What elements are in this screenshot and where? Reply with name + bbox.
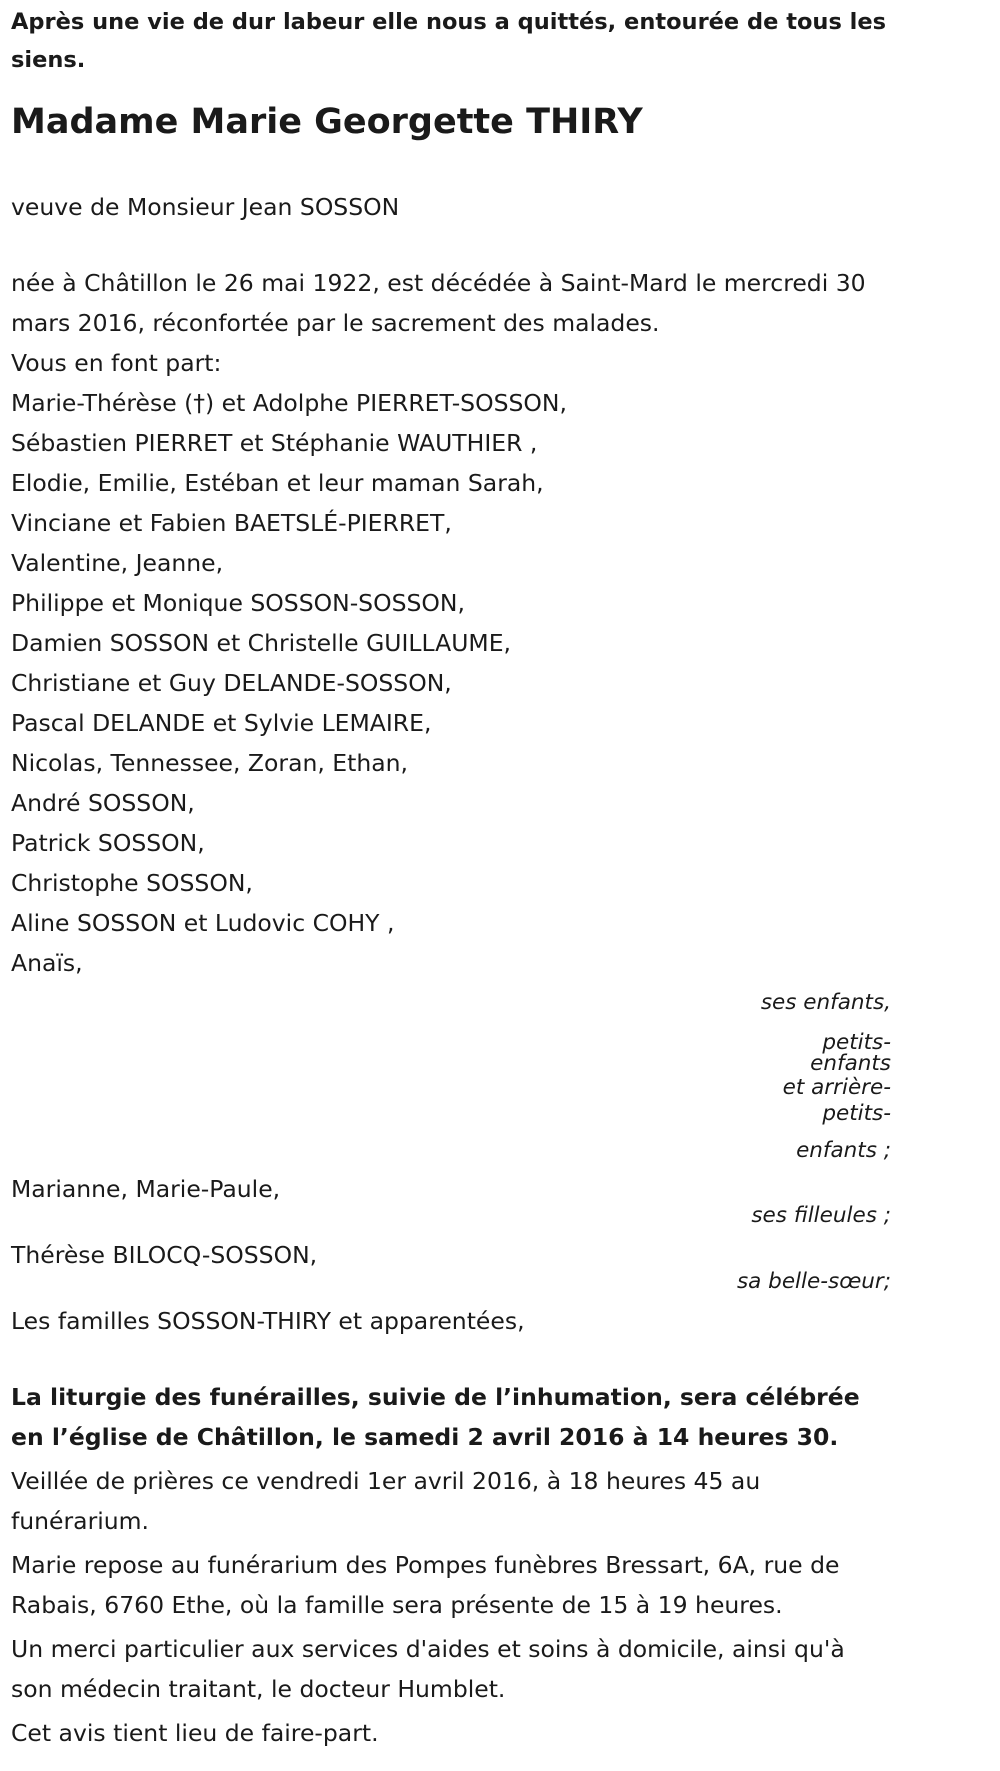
goddaughters-line: Marianne, Marie-Paule,	[11, 1175, 281, 1203]
children-relation-line: enfants	[810, 1051, 891, 1076]
announcer-line: Christiane et Guy DELANDE-SOSSON,	[11, 669, 452, 697]
widow-of-text: veuve de Monsieur Jean SOSSON	[11, 193, 400, 221]
announcers-section	[11, 343, 891, 1339]
intro-text: Après une vie de dur labeur elle nous a quittés, entourée de tous les siens.	[11, 9, 887, 73]
announcer-line: Pascal DELANDE et Sylvie LEMAIRE,	[11, 709, 432, 737]
announcer-line: Elodie, Emilie, Estéban et leur maman Sarah,	[11, 469, 544, 497]
announcer-line: Anaïs,	[11, 949, 83, 977]
sister-in-law-line: Thérèse BILOCQ-SOSSON,	[11, 1241, 318, 1269]
families-line: Les familles SOSSON-THIRY et apparentées,	[11, 1307, 525, 1335]
children-relation-line: enfants ;	[796, 1138, 891, 1163]
announcer-line: Patrick SOSSON,	[11, 829, 205, 857]
sister-in-law-relation: sa belle-sœur;	[736, 1269, 891, 1294]
vigil-text: Veillée de prières ce vendredi 1er avril 2016, à 18 heures 45 au funérarium.	[11, 1467, 761, 1535]
thanks-text: Un merci particulier aux services d'aides et soins à domicile, ainsi qu'à son médecin traitant, le docteur Humblet.	[11, 1635, 845, 1703]
announcer-line: Christophe SOSSON,	[11, 869, 253, 897]
announcer-line: André SOSSON,	[11, 789, 195, 817]
children-relation	[751, 983, 891, 1171]
announcer-line: Valentine, Jeanne,	[11, 549, 224, 577]
announcer-line: Aline SOSSON et Ludovic COHY ,	[11, 909, 395, 937]
announcer-line: Philippe et Monique SOSSON-SOSSON,	[11, 589, 465, 617]
birth-death-text: née à Châtillon le 26 mai 1922, est décédée à Saint-Mard le mercredi 30 mars 2016, réconfortée par le sacrement des malades.	[11, 269, 866, 337]
repose-text: Marie repose au funérarium des Pompes funèbres Bressart, 6A, rue de Rabais, 6760 Ethe, où la famille sera présente de 15 à 19 heures.	[11, 1551, 840, 1619]
announcer-line: Damien SOSSON et Christelle GUILLAUME,	[11, 629, 512, 657]
deceased-name: Madame Marie Georgette THIRY	[11, 102, 643, 142]
announcer-line: Marie-Thérèse (†) et Adolphe PIERRET-SOSSON,	[11, 389, 567, 417]
announcers-intro: Vous en font part:	[11, 349, 222, 377]
goddaughters-relation: ses filleules ;	[751, 1203, 891, 1228]
children-relation-line: et arrière-petits-	[782, 1075, 891, 1126]
announcer-line: Sébastien PIERRET et Stéphanie WAUTHIER ,	[11, 429, 538, 457]
obituary-notice	[0, 3, 891, 1753]
announcer-line: Vinciane et Fabien BAETSLÉ-PIERRET,	[11, 509, 452, 537]
announcer-line: Nicolas, Tennessee, Zoran, Ethan,	[11, 749, 409, 777]
closing-text: Cet avis tient lieu de faire-part.	[11, 1719, 379, 1747]
funeral-details: La liturgie des funérailles, suivie de l’inhumation, sera célébrée en l’église de Châtillon, le samedi 2 avril 2016 à 14 heures 30.	[11, 1383, 860, 1451]
children-relation-line: ses enfants, petits-	[760, 990, 891, 1055]
